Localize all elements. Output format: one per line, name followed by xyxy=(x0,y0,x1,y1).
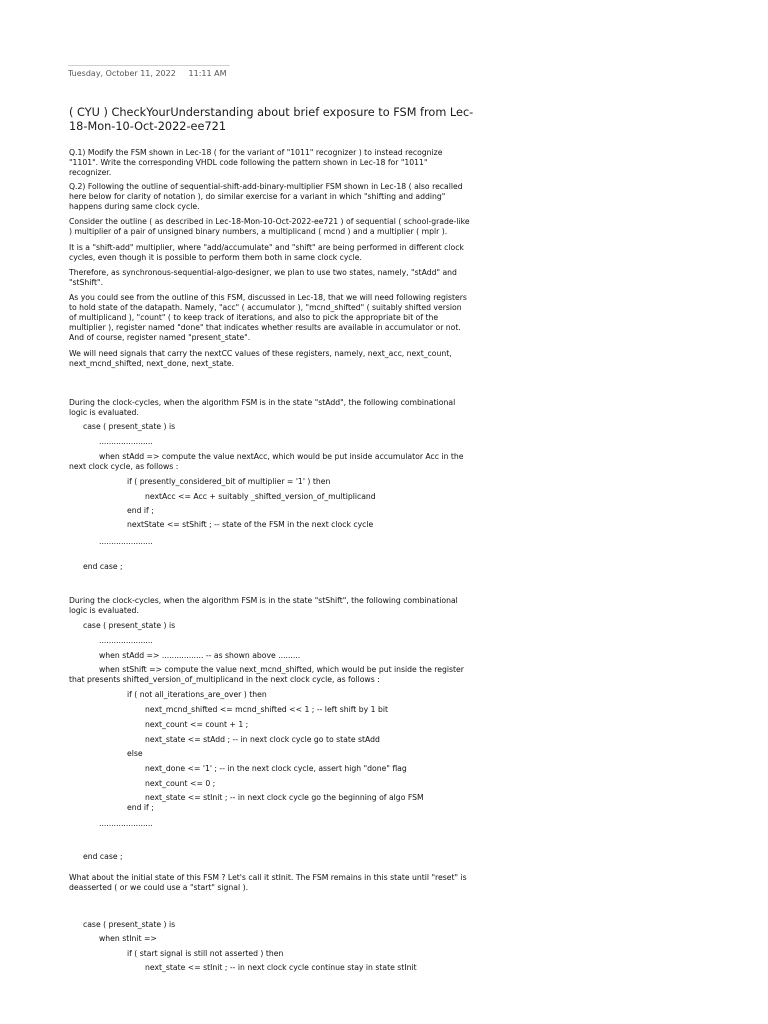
text-line: cycles, even though it is possible to perform them both in same clock cycle. xyxy=(69,253,362,262)
text-line: else xyxy=(127,749,143,758)
text-line: Q.2) Following the outline of sequential-shift-add-binary-multiplier FSM shown in Lec-18 ( also recalled xyxy=(69,182,463,191)
text-line: that presents shifted_version_of_multiplicand in the next clock cycle, as follows : xyxy=(69,675,380,684)
text-line: "stShift". xyxy=(69,278,104,287)
text-line: next_state <= stInit ; -- in next clock cycle go the beginning of algo FSM xyxy=(145,793,424,802)
text-line: next_done <= '1' ; -- in the next clock cycle, assert high "done" flag xyxy=(145,764,407,773)
text-line: happens during same clock cycle. xyxy=(69,202,200,211)
text-line: We will need signals that carry the nextCC values of these registers, namely, next_acc, next_count, xyxy=(69,349,452,358)
text-line: next_count <= count + 1 ; xyxy=(145,720,249,729)
text-line: next_mcnd_shifted, next_done, next_state. xyxy=(69,359,235,368)
text-line: multiplier ), register named "done" that indicates whether results are available in accumulator or not. xyxy=(69,323,461,332)
text-line: case ( present_state ) is xyxy=(83,422,176,431)
text-line: next_count <= 0 ; xyxy=(145,779,216,788)
text-line: next clock cycle, as follows : xyxy=(69,462,179,471)
text-line: ...................... xyxy=(99,537,153,546)
page-title: ( CYU ) CheckYourUnderstanding about brief exposure to FSM from Lec-18-Mon-10-Oct-2022-ee721 xyxy=(69,106,474,133)
text-line: nextState <= stShift ; -- state of the FSM in the next clock cycle xyxy=(127,520,374,529)
text-line: here below for clarity of notation ), do similar exercise for a variant in which "shifting and adding" xyxy=(69,192,446,201)
text-line: if ( presently_considered_bit of multiplier = '1' ) then xyxy=(127,477,331,486)
text-line: deasserted ( or we could use a "start" signal ). xyxy=(69,883,249,892)
text-line: when stAdd => compute the value nextAcc, which would be put inside accumulator Acc in the xyxy=(99,452,464,461)
text-line: next_mcnd_shifted <= mcnd_shifted << 1 ; -- left shift by 1 bit xyxy=(145,705,388,714)
text-line: when stInit => xyxy=(99,934,157,943)
note-time: 11:11 AM xyxy=(188,69,227,78)
text-line: And of course, register named "present_state". xyxy=(69,333,251,342)
text-line: Q.1) Modify the FSM shown in Lec-18 ( for the variant of "1011" recognizer ) to instead recognize xyxy=(69,148,443,157)
text-line: of multiplicand ), "count" ( to keep track of iterations, and also to pick the appropriate bit of the xyxy=(69,313,439,322)
text-line: case ( present_state ) is xyxy=(83,920,176,929)
text-line: "1101". Write the corresponding VHDL code following the pattern shown in Lec-18 for "1011" xyxy=(69,158,428,167)
text-line: As you could see from the outline of this FSM, discussed in Lec-18, that we will need following registers xyxy=(69,293,467,302)
text-line: next_state <= stAdd ; -- in next clock cycle go to state stAdd xyxy=(145,735,380,744)
text-line: nextAcc <= Acc + suitably _shifted_version_of_multiplicand xyxy=(145,492,376,501)
text-line: It is a "shift-add" multiplier, where "add/accumulate" and "shift" are being performed in different clock xyxy=(69,243,464,252)
text-line: case ( present_state ) is xyxy=(83,621,176,630)
text-line: Therefore, as synchronous-sequential-algo-designer, we plan to use two states, namely, "stAdd" and xyxy=(69,268,457,277)
text-line: end if ; xyxy=(127,506,154,515)
text-line: end case ; xyxy=(83,562,123,571)
text-line: During the clock-cycles, when the algorithm FSM is in the state "stAdd", the following combinational xyxy=(69,398,456,407)
text-line: next_state <= stInit ; -- in next clock cycle continue stay in state stInit xyxy=(145,963,417,972)
text-line: Consider the outline ( as described in Lec-18-Mon-10-Oct-2022-ee721 ) of sequential ( school-grade-like xyxy=(69,217,470,226)
text-line: ) multiplier of a pair of unsigned binary numbers, a multiplicand ( mcnd ) and a multiplier ( mplr ). xyxy=(69,227,448,236)
text-line: when stShift => compute the value next_mcnd_shifted, which would be put inside the register xyxy=(99,665,464,674)
text-line: logic is evaluated. xyxy=(69,606,139,615)
text-line: During the clock-cycles, when the algorithm FSM is in the state "stShift", the following combinational xyxy=(69,596,458,605)
note-timestamp xyxy=(68,69,227,78)
text-line: if ( start signal is still not asserted ) then xyxy=(127,949,284,958)
note-date: Tuesday, October 11, 2022 xyxy=(68,69,176,78)
text-line: What about the initial state of this FSM ? Let's call it stInit. The FSM remains in this state until "reset" is xyxy=(69,873,467,882)
text-line: ...................... xyxy=(99,437,153,446)
text-line: end if ; xyxy=(127,803,154,812)
text-line: ...................... xyxy=(99,636,153,645)
text-line: if ( not all_iterations_are_over ) then xyxy=(127,690,267,699)
text-line: ...................... xyxy=(99,819,153,828)
header-divider xyxy=(68,65,230,66)
text-line: to hold state of the datapath. Namely, "acc" ( accumulator ), "mcnd_shifted" ( suitably shifted version xyxy=(69,303,462,312)
text-line: recognizer. xyxy=(69,168,112,177)
text-line: end case ; xyxy=(83,852,123,861)
text-line: logic is evaluated. xyxy=(69,408,139,417)
text-line: when stAdd => ................. -- as shown above ......... xyxy=(99,651,301,660)
